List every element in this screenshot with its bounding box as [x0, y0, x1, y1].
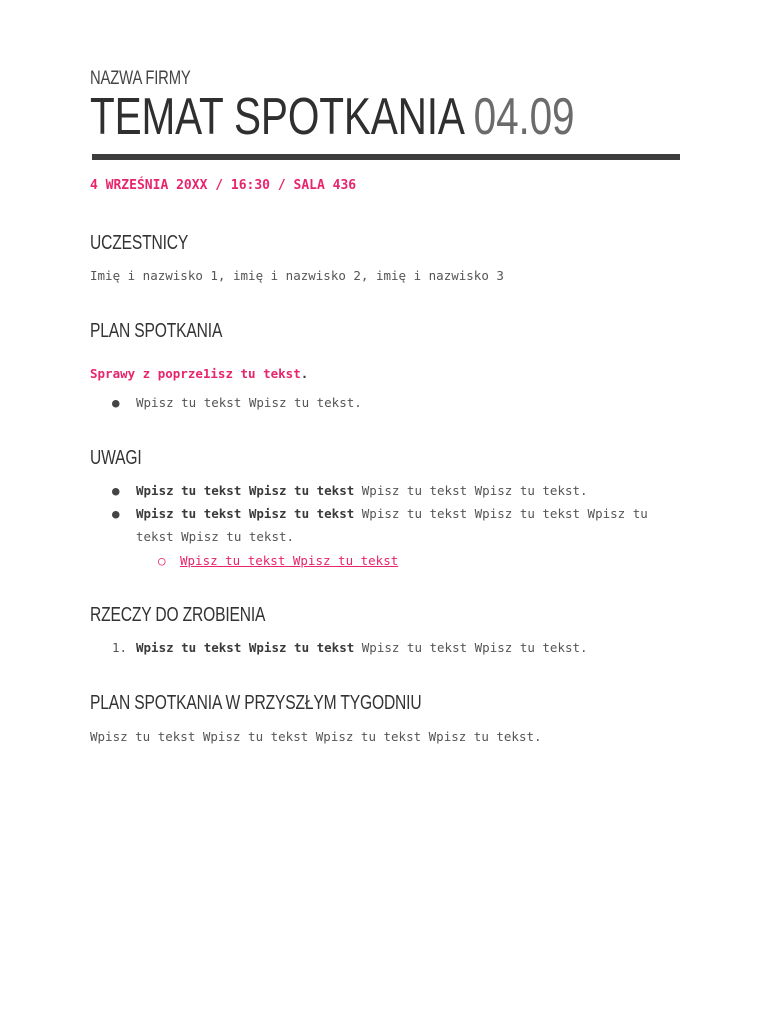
title-date: 04.09: [473, 88, 575, 146]
notes-sub-item[interactable]: [180, 550, 398, 572]
todo-number: 1.: [112, 640, 128, 655]
meeting-meta: 4 WRZEŚNIA 20XX / 16:30 / SALA 436: [90, 178, 357, 193]
page-title: [90, 86, 574, 148]
next-plan-heading: PLAN SPOTKANIA W PRZYSZŁYM TYGODNIU: [90, 692, 422, 714]
participants-heading: UCZESTNICY: [90, 232, 189, 254]
notes-item-2-bold: Wpisz tu tekst Wpisz tu tekst: [136, 506, 355, 521]
notes-item-1-text: Wpisz tu tekst Wpisz tu tekst.: [354, 483, 588, 498]
bullet-icon: ●: [112, 506, 120, 521]
next-plan-text: Wpisz tu tekst Wpisz tu tekst Wpisz tu tekst Wpisz tu tekst.: [90, 729, 542, 744]
todo-item: [136, 637, 588, 659]
notes-item-1-bold: Wpisz tu tekst Wpisz tu tekst: [136, 483, 355, 498]
todo-heading: RZECZY DO ZROBIENIA: [90, 604, 266, 626]
agenda-previous: [90, 363, 308, 385]
notes-heading: UWAGI: [90, 447, 142, 469]
todo-item-bold: Wpisz tu tekst Wpisz tu tekst: [136, 640, 355, 655]
agenda-item: Wpisz tu tekst Wpisz tu tekst.: [136, 395, 362, 410]
sub-bullet-icon: ○: [158, 553, 166, 568]
notes-sub-link[interactable]: Wpisz tu tekst Wpisz tu tekst: [180, 553, 399, 568]
title-text: TEMAT SPOTKANIA: [90, 88, 463, 146]
todo-item-text: Wpisz tu tekst Wpisz tu tekst.: [354, 640, 588, 655]
participants-text: Imię i nazwisko 1, imię i nazwisko 2, imię i nazwisko 3: [90, 268, 504, 283]
bullet-icon: ●: [112, 483, 120, 498]
company-name: NAZWA FIRMY: [90, 68, 191, 89]
notes-item-2: [136, 503, 648, 525]
agenda-previous-label: Sprawy z poprze1isz tu tekst: [90, 366, 301, 381]
notes-item-2-continuation: tekst Wpisz tu tekst.: [136, 529, 295, 544]
header-divider: [92, 154, 680, 160]
bullet-icon: ●: [112, 395, 120, 410]
agenda-previous-dot: .: [300, 366, 309, 381]
notes-item-2-text: Wpisz tu tekst Wpisz tu tekst Wpisz tu: [354, 506, 648, 521]
agenda-heading: PLAN SPOTKANIA: [90, 320, 223, 342]
notes-item-1: [136, 480, 588, 502]
